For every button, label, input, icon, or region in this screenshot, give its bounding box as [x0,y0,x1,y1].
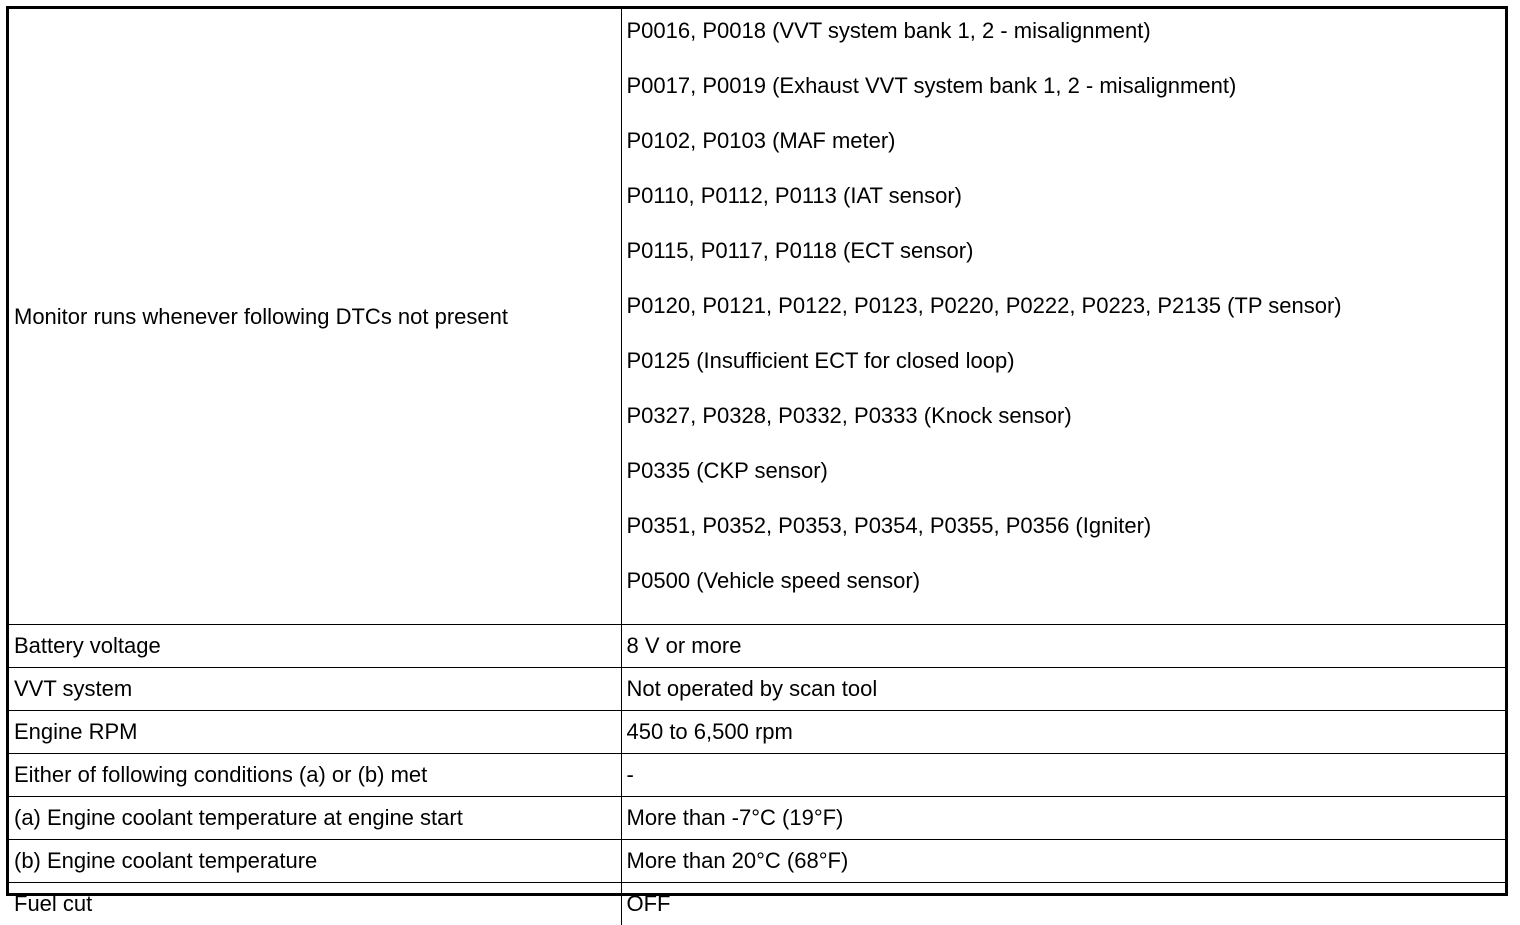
dtc-item: P0335 (CKP sensor) [627,459,1506,514]
monitor-condition-label: Monitor runs whenever following DTCs not present [9,9,621,625]
dtc-item: P0115, P0117, P0118 (ECT sensor) [627,239,1506,294]
table-row [9,883,1505,925]
conditions-table [9,9,1505,925]
dtc-item: P0017, P0019 (Exhaust VVT system bank 1, 2 - misalignment) [627,74,1506,129]
dtc-item: P0125 (Insufficient ECT for closed loop) [627,349,1506,404]
dtc-item: P0102, P0103 (MAF meter) [627,129,1506,184]
condition-label: Either of following conditions (a) or (b) met [9,754,621,797]
condition-value: - [621,754,1505,797]
table-row [9,625,1505,668]
dtc-item: P0016, P0018 (VVT system bank 1, 2 - misalignment) [627,19,1506,74]
condition-label: Fuel cut [9,883,621,925]
dtc-list-cell [621,9,1505,625]
condition-label: Battery voltage [9,625,621,668]
condition-label: (b) Engine coolant temperature [9,840,621,883]
table-row [9,840,1505,883]
dtc-item: P0327, P0328, P0332, P0333 (Knock sensor) [627,404,1506,459]
dtc-monitor-row [9,9,1505,625]
condition-label: Engine RPM [9,711,621,754]
condition-label: VVT system [9,668,621,711]
condition-value: More than -7°C (19°F) [621,797,1505,840]
dtc-item: P0120, P0121, P0122, P0123, P0220, P0222, P0223, P2135 (TP sensor) [627,294,1506,349]
table-row [9,754,1505,797]
dtc-item: P0500 (Vehicle speed sensor) [627,569,1506,624]
table-row [9,711,1505,754]
condition-label: (a) Engine coolant temperature at engine start [9,797,621,840]
table-row [9,668,1505,711]
condition-value: Not operated by scan tool [621,668,1505,711]
condition-value: 8 V or more [621,625,1505,668]
condition-value: 450 to 6,500 rpm [621,711,1505,754]
dtc-item: P0110, P0112, P0113 (IAT sensor) [627,184,1506,239]
conditions-table-frame [6,6,1508,896]
table-row [9,797,1505,840]
dtc-item: P0351, P0352, P0353, P0354, P0355, P0356 (Igniter) [627,514,1506,569]
condition-value: OFF [621,883,1505,925]
condition-value: More than 20°C (68°F) [621,840,1505,883]
